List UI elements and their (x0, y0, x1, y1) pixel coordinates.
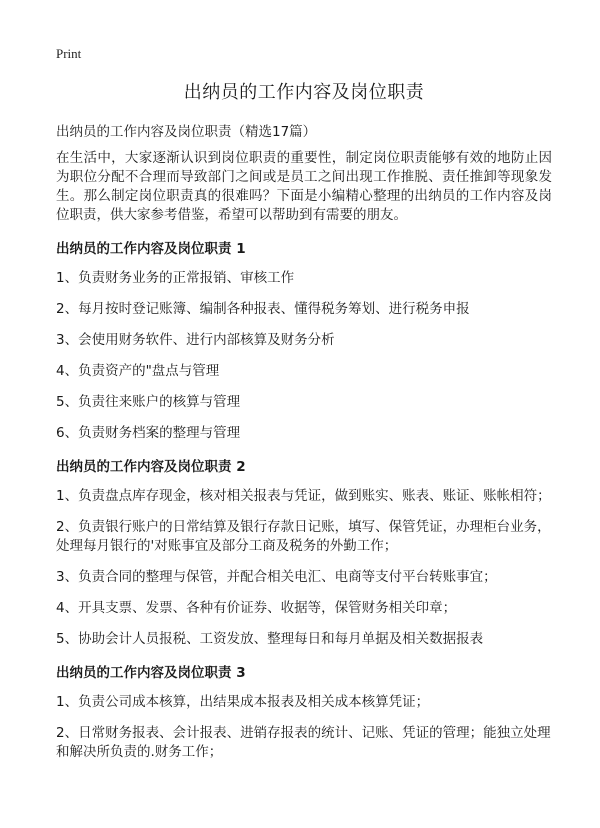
list-item: 1、负责公司成本核算，出结果成本报表及相关成本核算凭证； (56, 694, 430, 710)
section-3 (56, 661, 552, 762)
list-item: 5、负责往来账户的核算与管理 (56, 394, 241, 410)
section-2 (56, 455, 552, 649)
list-item: 6、负责财务档案的整理与管理 (56, 425, 241, 441)
print-label[interactable]: Print (56, 46, 82, 61)
page-title: 出纳员的工作内容及岗位职责 (183, 82, 425, 103)
section-1 (56, 237, 552, 443)
list-item: 4、负责资产的"盘点与管理 (56, 363, 220, 379)
list-item: 2、负责银行账户的日常结算及银行存款日记账，填写、保管凭证，办理柜台业务，处理每月银行的'对账事宜及部分工商及税务的外勤工作； (56, 519, 551, 554)
list-item: 3、负责合同的整理与保管，并配合相关电汇、电商等支付平台转账事宜； (56, 569, 497, 585)
list-item: 1、负责财务业务的正常报销、审核工作 (56, 270, 295, 286)
intro-paragraph: 在生活中，大家逐渐认识到岗位职责的重要性，制定岗位职责能够有效的地防止因为职位分配不合理而导致部门之间或是员工之间出现工作推脱、责任推卸等现象发生。那么制定岗位职责真的很难吗？下面是小编精心整理的出纳员的工作内容及岗位职责，供大家参考借鉴，希望可以帮助到有需要的朋友。 (56, 150, 552, 223)
section-heading: 出纳员的工作内容及岗位职责 3 (56, 665, 246, 681)
list-item: 1、负责盘点库存现金，核对相关报表与凭证，做到账实、账表、账证、账帐相符； (56, 488, 551, 504)
list-item: 5、协助会计人员报税、工资发放、整理每日和每月单据及相关数据报表 (56, 631, 484, 647)
list-item: 4、开具支票、发票、各种有价证券、收据等，保管财务相关印章； (56, 600, 457, 616)
document-subtitle: 出纳员的工作内容及岗位职责（精选17篇） (56, 124, 317, 140)
section-heading: 出纳员的工作内容及岗位职责 2 (56, 459, 246, 475)
list-item: 3、会使用财务软件、进行内部核算及财务分析 (56, 332, 335, 348)
list-item: 2、日常财务报表、会计报表、进销存报表的统计、记账、凭证的管理；能独立处理和解决所负责的.财务工作； (56, 725, 551, 760)
list-item: 2、每月按时登记账簿、编制各种报表、懂得税务筹划、进行税务申报 (56, 301, 470, 317)
section-heading: 出纳员的工作内容及岗位职责 1 (56, 241, 246, 257)
document-body (56, 78, 552, 774)
